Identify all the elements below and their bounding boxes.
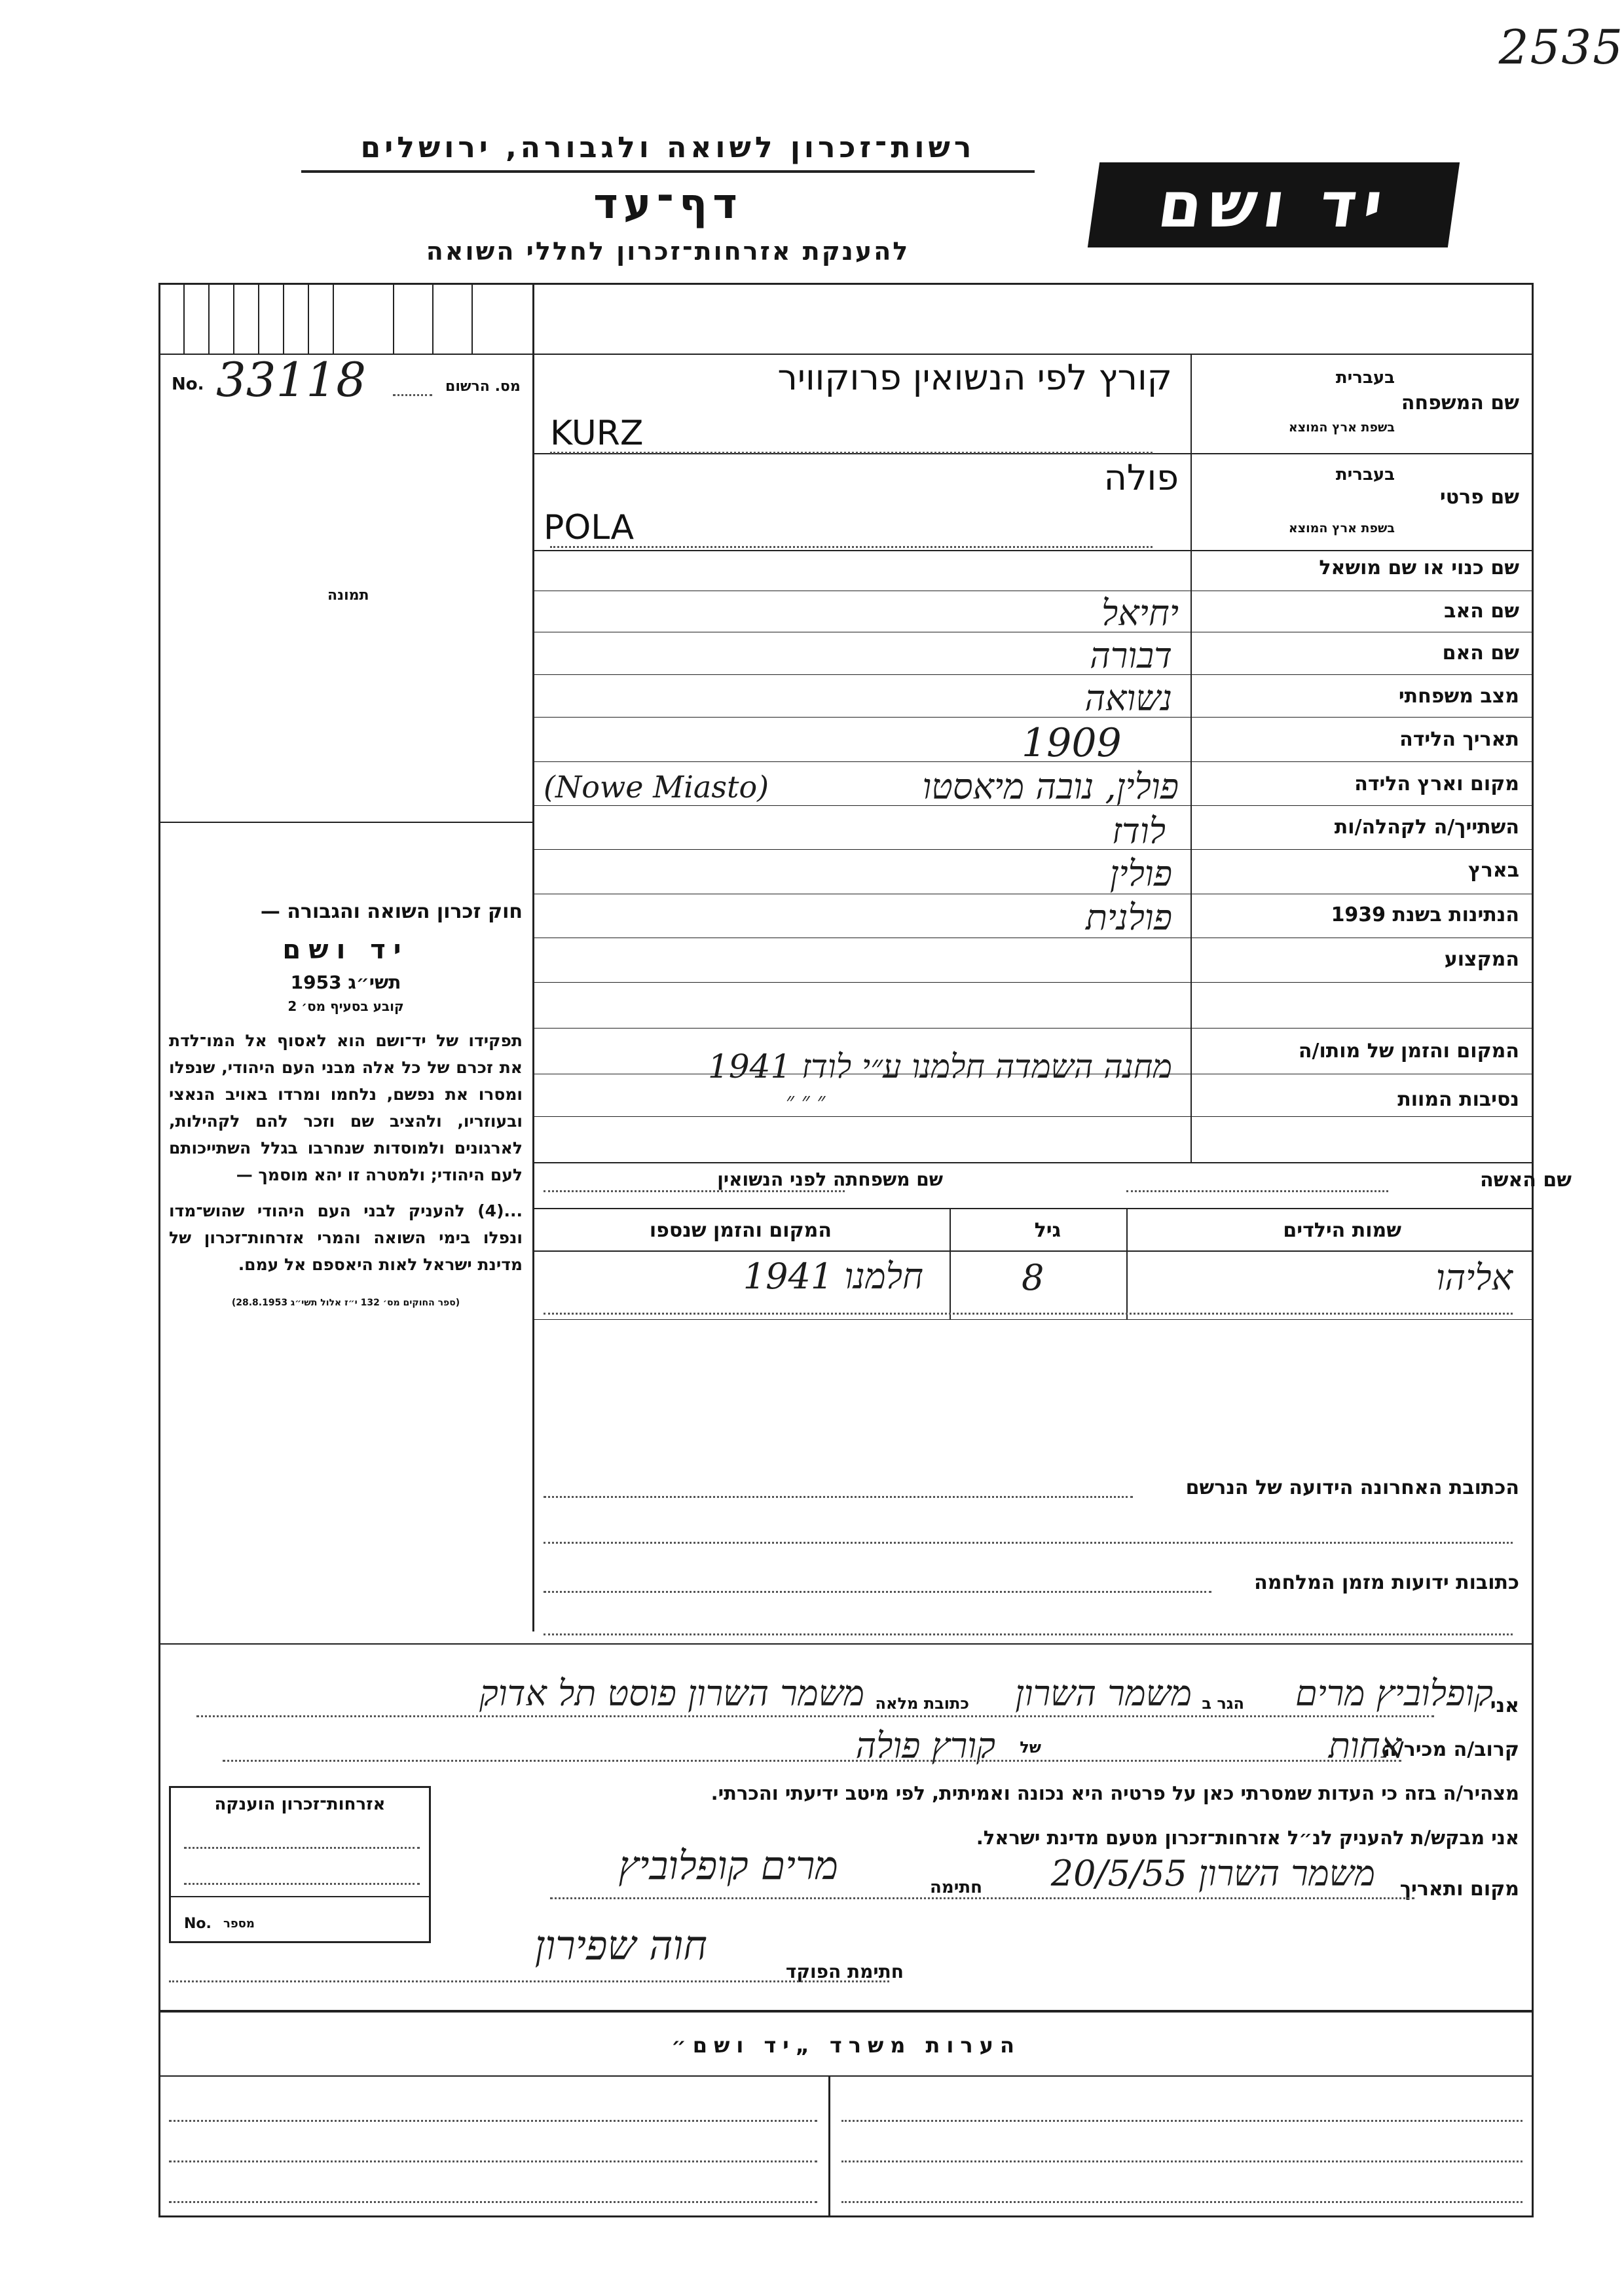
birth-date-value: 1909 <box>1022 720 1122 766</box>
authority-line: רשות־זכרון לשואה ולגבורה, ירושלים <box>360 131 976 164</box>
country-label: בארץ <box>1467 859 1519 882</box>
declarant-name: קופלוביץ מרים <box>1295 1673 1493 1714</box>
address-value: משמר השרון פוסט תל אדוק <box>479 1673 864 1714</box>
corner-file-number: 2535 <box>1498 20 1624 75</box>
law-box <box>169 900 523 1308</box>
birth-place-label: מקום וארץ הלידה <box>1354 773 1519 795</box>
surname-hebrew-value: קורץ לפי הנשואין פרוקוויר <box>777 357 1172 398</box>
death-circumstances-value: ״ ״ ״ <box>786 1088 826 1114</box>
declaration-i-label: אני <box>1490 1694 1519 1717</box>
citizenship-box-no: No. <box>184 1916 212 1932</box>
statement-2: אני מבקש/ת להעניק לנ״ל אזרחות־זכרון מטעם מדינת ישראל. <box>976 1827 1519 1849</box>
birth-date-label: תאריך הלידה <box>1399 728 1519 751</box>
first-name-label: שם פרטי <box>1439 486 1519 509</box>
mother-value: דבורה <box>1090 635 1172 676</box>
address-label: כתובת מלאה <box>875 1694 969 1713</box>
citizenship-box-number-label: מספר <box>223 1917 255 1931</box>
of-label: של <box>1020 1738 1041 1757</box>
marital-label: מצב משפחתי <box>1398 685 1519 708</box>
country-value: פולין <box>1109 853 1172 894</box>
father-value: יחיאל <box>1101 592 1179 634</box>
official-signature: חוה שפירון <box>534 1922 707 1969</box>
death-circumstances-label: נסיבות המוות <box>1397 1088 1519 1111</box>
official-signature-label: חתימת הפוקד <box>785 1961 904 1982</box>
first-name-origin-value: POLA <box>544 508 635 547</box>
birth-place-latin: (Nowe Miasto) <box>544 769 769 805</box>
children-place-header: המקום והזמן שנספו <box>649 1219 832 1242</box>
wife-label: שם האשה <box>1480 1169 1572 1192</box>
resides-label: הגר ב <box>1202 1694 1244 1713</box>
statement-1: מצהיר/ה בזה כי העדות שמסרתי כאן על פרטיה היא נכונה ואמיתית, לפי מיטב ידיעתי והכרתי. <box>710 1782 1519 1804</box>
surname-origin-value: KURZ <box>550 414 644 453</box>
surname-label: שם המשפחה <box>1401 392 1519 414</box>
citizenship-label: הנתינות בשנת 1939 <box>1331 903 1519 926</box>
form-subtitle: להענקת אזרחות־זכרון לחללי השואה <box>426 237 910 266</box>
child-place-time: חלמנו 1941 <box>743 1256 923 1297</box>
signature-label: חתימה <box>930 1878 982 1897</box>
wife-maiden-label: שם משפחתה לפני הנשואין <box>717 1169 943 1190</box>
marital-value: נשואה <box>1084 678 1172 719</box>
death-place-label: המקום והזמן של מותו/ה <box>1298 1040 1519 1063</box>
profession-label: המקצוע <box>1444 948 1519 971</box>
surname-hebrew-label: בעברית <box>1335 368 1395 388</box>
logo-text: יד ושם <box>1153 168 1394 242</box>
photo-label: תמונה <box>327 587 369 604</box>
relation-value: אחות <box>1328 1725 1401 1766</box>
citizenship-box-title: אזרחות־זכרון הוענקה <box>214 1795 386 1814</box>
relative-label: קרוב/ה מכיר/ה <box>1383 1738 1519 1761</box>
father-label: שם האב <box>1444 600 1519 623</box>
first-name-hebrew-value: פולה <box>1103 457 1179 498</box>
reg-no-prefix: No. <box>172 374 204 394</box>
children-names-header: שמות הילדים <box>1283 1219 1401 1242</box>
declarant-signature: מרים קופלוביץ <box>618 1843 838 1889</box>
place-date-value: משמר השרון 20/5/55 <box>1050 1853 1375 1894</box>
first-name-origin-label: בשפת ארץ המוצא <box>1288 521 1395 536</box>
form-title: דף־עד <box>593 180 743 228</box>
remarks-title: הערות משרד „יד ושם״ <box>671 2033 1021 2058</box>
child-age: 8 <box>1022 1257 1044 1298</box>
reg-number: 33118 <box>216 352 367 407</box>
place-date-label: מקום ותאריך <box>1399 1878 1519 1901</box>
residence-value: משמר השרון <box>1015 1673 1192 1714</box>
first-name-hebrew-label: בעברית <box>1335 465 1395 484</box>
law-body-2: ...(4) להעניק לבני העם היהודי שהוש־מדו ונפלו בימי השואה והמרי אזרחות־זכרון של מדינת ישראל לאות היאספם אל עמם. <box>169 1201 523 1274</box>
yad-vashem-logo <box>1088 162 1460 247</box>
reg-label: מס. הרשום <box>445 378 521 395</box>
death-place-value: מחנה השמדה חלמנו ע״י לודז 1941 <box>708 1048 1172 1085</box>
authority-underline <box>301 170 1035 173</box>
law-section: קובע בסעיף מס׳ 2 <box>287 998 404 1014</box>
last-address-label: הכתובת האחרונה הידועה של הנרשם <box>1185 1476 1519 1499</box>
law-reference: (ספר החוקים מס׳ 132 י״ז אלול תשי״ג 28.8.1953) <box>231 1298 460 1308</box>
mother-label: שם האם <box>1442 642 1519 665</box>
war-addresses-label: כתובות ידועות מזמן המלחמה <box>1254 1571 1519 1594</box>
law-year: תשי״ג 1953 <box>290 972 401 993</box>
law-name: יד ושם <box>282 935 409 965</box>
child-name: אליהו <box>1435 1257 1513 1298</box>
law-body-1: תפקידו של יד־ושם הוא לאסוף אל המו־לדת את זכרם של כל אלה מבני העם היהודי, שנפלו ומסרו את נפשם, נלחמו ומרדו באויב הנאצי ובעוזריו, ולהציב שם וזכר להם לקהילות, לארגונים ולמוסדות שנחרבו בגלל השתייכותם לעם היהודי; ולמטרה זו יהא מוסמך — <box>169 1031 523 1184</box>
birth-place-value: פולין, נובה מיאסטו <box>922 766 1179 807</box>
nickname-label: שם כנוי או שם מושאל <box>1319 556 1519 579</box>
community-label: השתייך/ה לקהלה/ות <box>1334 816 1519 839</box>
citizenship-value: פולנית <box>1085 897 1172 938</box>
relative-of-value: קורץ פולה <box>855 1725 995 1766</box>
community-value: לודז <box>1111 811 1166 852</box>
law-title: חוק זכרון השואה והגבורה — <box>260 900 523 923</box>
children-age-header: גיל <box>1034 1219 1061 1242</box>
citizenship-granted-box <box>169 1786 431 1943</box>
surname-origin-label: בשפת ארץ המוצא <box>1288 420 1395 435</box>
